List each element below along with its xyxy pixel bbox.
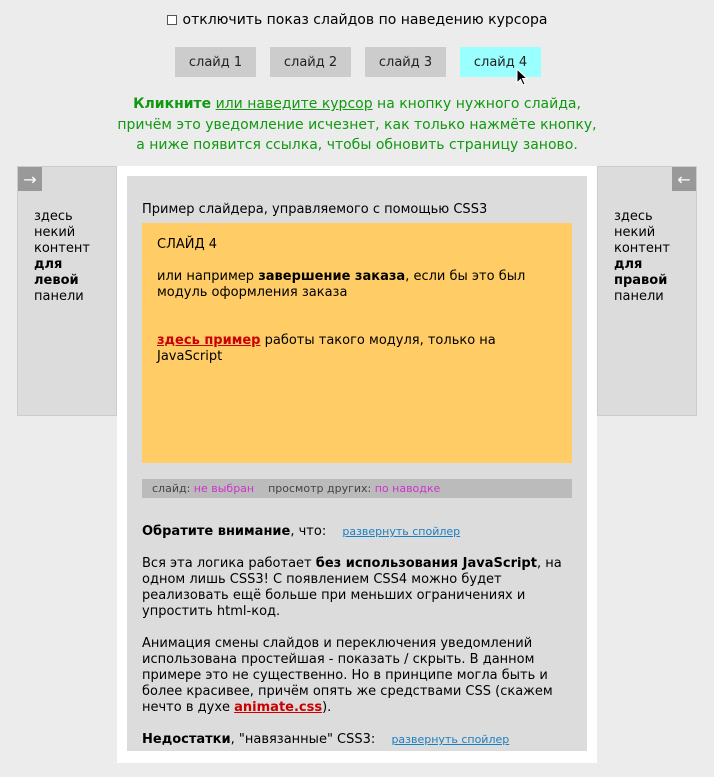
slide-content [142, 223, 572, 463]
status-slide-value: не выбран [193, 482, 255, 495]
right-text-3: контент [614, 241, 670, 256]
left-text-1: здесь [34, 209, 73, 224]
slider-container [127, 176, 587, 751]
attention-heading: Обратите внимание [142, 524, 291, 539]
hint-click-word: Кликните [133, 96, 212, 112]
left-text-3: контент [34, 241, 90, 256]
right-bold-1: для [614, 257, 643, 272]
right-panel-content [614, 209, 690, 305]
slide-paragraph-2 [157, 333, 557, 365]
left-panel [17, 166, 117, 416]
status-others-value: по наводке [374, 482, 441, 495]
drawbacks-rest: , "навязанные" CSS3: [230, 732, 376, 747]
slide-4-button[interactable]: слайд 4 [460, 47, 541, 77]
note2-text-b: ). [322, 700, 332, 715]
left-arrow-icon[interactable]: ← [672, 167, 696, 191]
note-paragraph-1 [142, 556, 572, 620]
hint-line1-rest: на кнопку нужного слайда, [377, 96, 581, 112]
spoiler-toggle-1[interactable]: развернуть спойлер [342, 525, 461, 538]
disable-hover-label: отключить показ слайдов по наведению курсора [182, 12, 548, 28]
drawbacks-heading: Недостатки [142, 732, 231, 747]
right-arrow-icon[interactable]: → [18, 167, 42, 191]
right-text-2: некий [614, 225, 656, 240]
slide-3-button[interactable]: слайд 3 [365, 47, 446, 77]
drawbacks-row [142, 732, 572, 748]
note1-bold: без использования JavaScript [315, 556, 537, 571]
disable-hover-checkbox[interactable] [167, 15, 177, 25]
status-slide-label: слайд: [152, 482, 191, 495]
right-bold-2: правой [614, 273, 668, 288]
slider-status-bar [142, 479, 572, 498]
animate-css-link[interactable]: animate.css [234, 700, 323, 715]
left-bold-2: левой [34, 273, 79, 288]
mouse-pointer-icon [516, 68, 530, 88]
slide-p1-bold: завершение заказа [258, 269, 406, 284]
note1-text-a: Вся эта логика работает [142, 556, 316, 571]
top-controls [0, 12, 714, 29]
slide-heading: СЛАЙД 4 [157, 237, 218, 252]
right-panel [597, 166, 697, 416]
note1-text-b: , на одном лишь CSS3! С появлением CSS4 можно будет реализовать ещё больше при меньших ограничениях и упростить html-код. [142, 556, 562, 619]
attention-row [142, 524, 572, 540]
slide-2-button[interactable]: слайд 2 [270, 47, 351, 77]
left-bold-1: для [34, 257, 63, 272]
left-text-2: некий [34, 225, 76, 240]
slide-p2-text: работы такого модуля, только на JavaScript [157, 333, 496, 364]
left-panel-content [34, 209, 110, 305]
left-text-4: панели [34, 289, 84, 304]
right-text-1: здесь [614, 209, 653, 224]
hint-line2: причём это уведомление исчезнет, как только нажмёте кнопку, [117, 116, 597, 133]
hint-hover-link[interactable]: или наведите курсор [215, 96, 373, 112]
slide-paragraph-1 [157, 269, 557, 301]
example-link[interactable]: здесь пример [157, 333, 261, 348]
hint-line3: а ниже появится ссылка, чтобы обновить страницу заново. [136, 137, 578, 153]
attention-rest: , что: [290, 524, 327, 539]
note-paragraph-2 [142, 636, 572, 716]
center-panel [117, 166, 597, 763]
disable-hover-toggle[interactable] [167, 12, 548, 28]
slider-title: Пример слайдера, управляемого с помощью CSS3 [142, 202, 488, 217]
slide-p1-text: или например [157, 269, 259, 284]
slide-1-button[interactable]: слайд 1 [175, 47, 256, 77]
instruction-notice [0, 94, 714, 156]
note2-text-a: Анимация смены слайдов и переключения уведомлений использована простейшая - показать / скрыть. В данном примере это не существенно. Но в принципе могла быть и более красивее, причём опять же средствами CSS (скажем нечто в духе [142, 636, 553, 715]
status-others-label: просмотр других: [268, 482, 372, 495]
spoiler-toggle-2[interactable]: развернуть спойлер [391, 733, 510, 746]
slide-p1-text-2: , если бы это был модуль оформления заказа [157, 269, 526, 300]
right-text-4: панели [614, 289, 664, 304]
